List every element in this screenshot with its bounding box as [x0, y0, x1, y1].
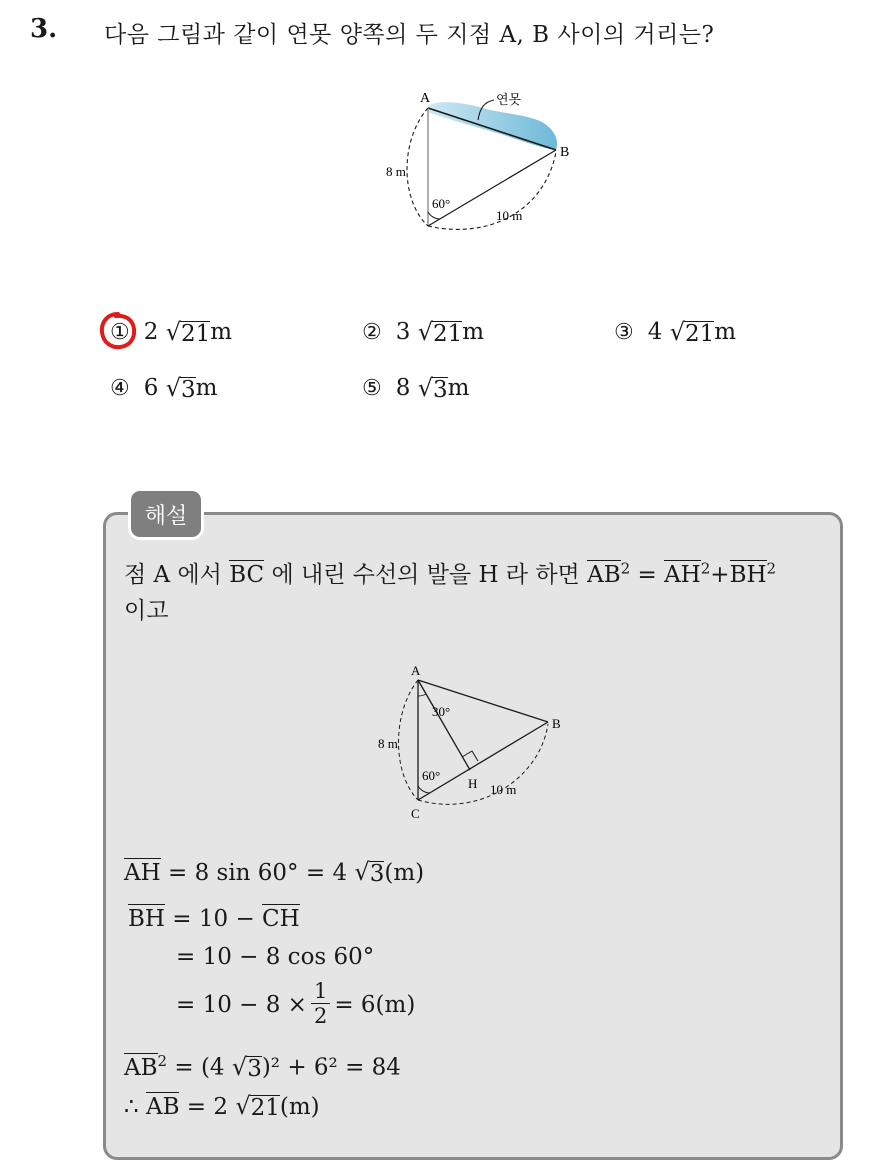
angle-arc-30 [418, 694, 426, 696]
choice-coef: 3 [395, 319, 411, 345]
segment-ab-label: AB [587, 562, 621, 588]
sqrt [418, 318, 463, 346]
line4-pre: = 10 − 8 × [176, 991, 307, 1018]
denominator: 2 [313, 1004, 328, 1029]
exponent: 2 [766, 559, 777, 578]
line4-post: = 6(m) [334, 991, 416, 1018]
sqrt-sign: √ [165, 318, 181, 346]
sqrt-sign: √ [165, 374, 181, 402]
choice-3[interactable] [614, 318, 736, 346]
choice-unit: m [714, 319, 737, 345]
choice-number: ⑤ [362, 375, 382, 401]
intro-text-2: 에 내린 수선의 발을 H 라 하면 [271, 562, 580, 588]
choice-number: ④ [110, 375, 130, 401]
label-angle: 60° [432, 196, 451, 211]
sqrt: √ 3 [231, 1052, 262, 1082]
solution-intro [124, 556, 776, 589]
solution-intro-line2: 이고 [124, 598, 169, 624]
sqrt [166, 318, 211, 346]
choice-number: ② [362, 319, 382, 345]
choice-unit: m [462, 319, 485, 345]
segment-ah-label: AH [664, 562, 701, 588]
choice-radicand: 21 [180, 320, 211, 347]
segment-ah-label: AH [124, 860, 161, 886]
label-8m: 8 m [386, 164, 406, 179]
line5-post: )² + 6² = 84 [261, 1054, 401, 1081]
angle-arc [428, 212, 440, 219]
label-a: A [411, 663, 421, 678]
segment-cb [428, 150, 556, 226]
choice-coef: 8 [395, 375, 411, 401]
radicand: 21 [250, 1094, 280, 1121]
numerator: 1 [311, 980, 330, 1004]
choice-number: ③ [614, 319, 634, 345]
choice-unit: m [195, 375, 218, 401]
segment-bh-label: BH [729, 562, 767, 588]
solution-line-bh [128, 906, 300, 932]
sqrt [166, 374, 196, 402]
choice-coef: 4 [647, 319, 663, 345]
label-pond: 연못 [496, 93, 522, 108]
choice-radicand: 21 [684, 320, 715, 347]
solution-line-final [124, 1092, 320, 1120]
solution-tab: 해설 [128, 488, 204, 540]
segment-bh-label: BH [128, 906, 165, 932]
label-10m: 10 m [490, 782, 517, 797]
angle-arc-60 [418, 786, 430, 793]
solution-line-ab-sq [124, 1052, 401, 1081]
pond-figure [370, 80, 600, 240]
sqrt: √ 21 [235, 1092, 280, 1121]
intro-text-1: 점 A 에서 [124, 562, 222, 588]
line6-mid: = 2 [179, 1094, 228, 1120]
choice-radicand: 3 [180, 376, 196, 403]
line5-text: = (4 [174, 1054, 225, 1081]
label-a: A [420, 91, 431, 106]
label-8m: 8 m [378, 736, 398, 751]
exponent: 2 [620, 559, 631, 578]
solution-line-ah [124, 858, 424, 886]
line1-text: = 8 sin 60° = 4 [167, 860, 348, 886]
choice-coef: 6 [143, 375, 159, 401]
unit: (m) [279, 1094, 320, 1120]
sqrt-sign: √ [669, 318, 685, 346]
radicand: 3 [247, 1055, 262, 1082]
question-number: 3. [30, 14, 58, 44]
exponent: 2 [700, 559, 711, 578]
label-10m: 10 m [496, 208, 523, 223]
sqrt [418, 374, 448, 402]
label-b: B [560, 145, 570, 160]
label-60: 60° [422, 768, 441, 783]
choice-radicand: 21 [432, 320, 463, 347]
therefore-sign: ∴ [124, 1094, 146, 1120]
choice-unit: m [210, 319, 233, 345]
triangle-figure [370, 658, 590, 828]
choice-unit: m [447, 375, 470, 401]
label-h: H [468, 776, 478, 791]
label-b: B [552, 716, 561, 731]
choice-number: ① [110, 319, 130, 345]
unit: (m) [384, 860, 425, 886]
arc-left [407, 108, 428, 226]
choice-2[interactable] [362, 318, 484, 346]
pond-shape [428, 102, 557, 150]
equals-sign: = [637, 562, 657, 588]
label-30: 30° [432, 704, 451, 719]
fraction [311, 980, 330, 1029]
solution-line-3: = 10 − 8 cos 60° [176, 944, 375, 970]
arc-right [418, 724, 548, 804]
segment-ab-label: AB [124, 1054, 158, 1081]
choice-1[interactable] [110, 318, 232, 346]
arc-left [399, 680, 419, 800]
question-text: 다음 그림과 같이 연못 양쪽의 두 지점 A, B 사이의 거리는? [104, 22, 715, 48]
solution-line-4 [176, 980, 415, 1029]
plus-sign: + [710, 562, 730, 588]
segment-ab-label: AB [145, 1094, 180, 1120]
segment-bc-label: BC [229, 562, 265, 588]
choice-radicand: 3 [432, 376, 448, 403]
segment-ch-label: CH [262, 906, 300, 932]
arc-right [428, 152, 556, 229]
sqrt-sign: √ [417, 374, 433, 402]
choice-4[interactable] [110, 374, 217, 402]
choice-5[interactable] [362, 374, 469, 402]
segment-cb [418, 722, 548, 800]
label-c: C [411, 806, 420, 821]
sqrt: √ 3 [354, 858, 385, 887]
line2-text: = 10 − [172, 906, 263, 932]
choice-coef: 2 [143, 319, 159, 345]
exponent: 2 [157, 1052, 168, 1070]
sqrt [670, 318, 715, 346]
sqrt-sign: √ [417, 318, 433, 346]
radicand: 3 [369, 860, 385, 887]
